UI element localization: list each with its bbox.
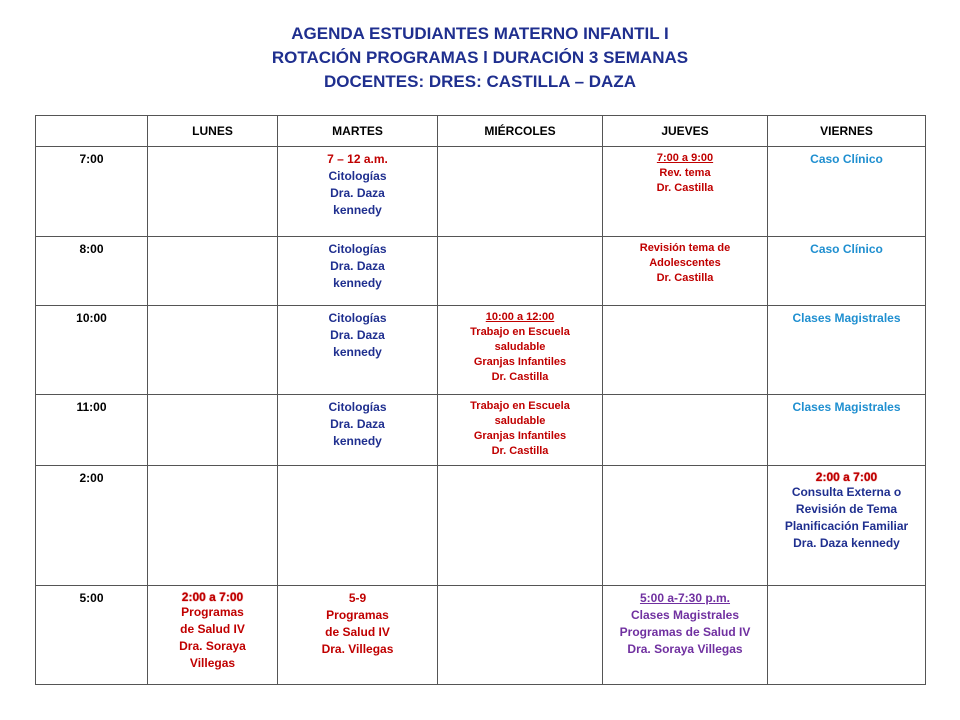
cell-line: 2:00 a 7:00 <box>181 589 244 604</box>
time-cell: 2:00 <box>36 465 148 585</box>
cell-line: Caso Clínico <box>810 241 883 256</box>
header-viernes: VIERNES <box>768 116 926 147</box>
cell-line: Dr. Castilla <box>656 182 714 195</box>
cell-miercoles <box>438 465 603 585</box>
cell-line: Dr. Castilla <box>491 370 549 383</box>
cell-line: 10:00 a 12:00 <box>485 310 555 323</box>
time-cell: 8:00 <box>36 236 148 305</box>
cell-line: de Salud IV <box>325 624 390 639</box>
cell-lunes <box>148 394 278 465</box>
cell-martes <box>278 585 438 684</box>
header-martes: MARTES <box>278 116 438 147</box>
title-line-1: AGENDA ESTUDIANTES MATERNO INFANTIL I <box>291 24 669 43</box>
table-row <box>36 305 926 394</box>
cell-lunes <box>148 305 278 394</box>
cell-line: Adolescentes <box>649 256 721 269</box>
cell-line: 5:00 a-7:30 p.m. <box>639 590 731 605</box>
header-empty <box>36 116 148 147</box>
table-row <box>36 236 926 305</box>
time-cell: 11:00 <box>36 394 148 465</box>
cell-lunes <box>148 236 278 305</box>
cell-line: Dr. Castilla <box>491 444 549 457</box>
cell-martes <box>278 394 438 465</box>
cell-line: kennedy <box>333 203 382 218</box>
cell-line: Planificación Familiar <box>784 518 909 533</box>
cell-martes <box>278 236 438 305</box>
cell-jueves <box>603 147 768 236</box>
cell-jueves <box>603 465 768 585</box>
cell-martes <box>278 465 438 585</box>
cell-line: Granjas Infantiles <box>473 355 567 368</box>
cell-line: Trabajo en Escuela <box>470 325 570 338</box>
cell-line: Clases Magistrales <box>792 399 901 414</box>
header-row <box>36 116 926 147</box>
table-row <box>36 147 926 236</box>
cell-miercoles <box>438 394 603 465</box>
cell-viernes <box>768 236 926 305</box>
cell-line: Rev. tema <box>659 167 711 180</box>
cell-line: 7:00 a 9:00 <box>656 152 714 165</box>
cell-line: Villegas <box>189 655 236 670</box>
cell-viernes <box>768 147 926 236</box>
cell-martes <box>278 305 438 394</box>
cell-line: Clases Magistrales <box>792 310 901 325</box>
header-lunes: LUNES <box>148 116 278 147</box>
cell-lunes <box>148 147 278 236</box>
cell-line: Dra. Daza <box>330 258 385 273</box>
cell-line: Citologías <box>328 241 387 256</box>
cell-line: Programas de Salud IV <box>619 624 751 639</box>
cell-viernes <box>768 305 926 394</box>
cell-line: Revisión tema de <box>639 241 731 254</box>
cell-jueves <box>603 305 768 394</box>
cell-line: 7 – 12 a.m. <box>327 152 388 167</box>
cell-line: Clases Magistrales <box>630 607 740 622</box>
cell-line: Citologías <box>328 169 387 184</box>
page-header <box>0 22 960 94</box>
cell-jueves <box>603 394 768 465</box>
cell-line: Dra. Daza <box>330 416 385 431</box>
cell-line: Consulta Externa o <box>791 484 902 499</box>
header-jueves: JUEVES <box>603 116 768 147</box>
cell-lunes <box>148 585 278 684</box>
cell-line: Dr. Castilla <box>656 271 714 284</box>
cell-line: Programas <box>326 607 389 622</box>
cell-line: saludable <box>494 414 546 427</box>
cell-miercoles <box>438 147 603 236</box>
time-cell: 5:00 <box>36 585 148 684</box>
cell-jueves <box>603 236 768 305</box>
cell-line: Citologías <box>328 399 387 414</box>
table-row <box>36 394 926 465</box>
cell-line: Caso Clínico <box>810 152 883 167</box>
cell-line: Dra. Daza kennedy <box>793 535 900 550</box>
cell-line: Dra. Daza <box>330 327 385 342</box>
cell-line: Programas <box>181 604 244 619</box>
cell-line: Dra. Daza <box>330 186 385 201</box>
cell-line: kennedy <box>333 433 382 448</box>
cell-line: Granjas Infantiles <box>473 429 567 442</box>
cell-line: saludable <box>494 340 546 353</box>
title-line-2: ROTACIÓN PROGRAMAS l DURACIÓN 3 SEMANAS <box>271 48 689 67</box>
cell-line: de Salud IV <box>180 621 245 636</box>
cell-viernes <box>768 585 926 684</box>
cell-miercoles <box>438 585 603 684</box>
cell-lunes <box>148 465 278 585</box>
schedule-table <box>35 115 926 685</box>
table-row <box>36 585 926 684</box>
cell-line: 5-9 <box>348 590 367 605</box>
header-miercoles: MIÉRCOLES <box>438 116 603 147</box>
cell-jueves <box>603 585 768 684</box>
table-row <box>36 465 926 585</box>
cell-miercoles <box>438 305 603 394</box>
cell-line: Dra. Soraya Villegas <box>627 641 743 656</box>
cell-line: 2:00 a 7:00 <box>815 469 878 484</box>
cell-line: kennedy <box>333 275 382 290</box>
title-line-3: DOCENTES: DRES: CASTILLA – DAZA <box>324 72 636 91</box>
time-cell: 10:00 <box>36 305 148 394</box>
time-cell: 7:00 <box>36 147 148 236</box>
cell-martes <box>278 147 438 236</box>
cell-line: Dra. Villegas <box>321 641 394 656</box>
cell-viernes <box>768 394 926 465</box>
cell-line: Revisión de Tema <box>795 501 898 516</box>
cell-line: kennedy <box>333 344 382 359</box>
cell-miercoles <box>438 236 603 305</box>
cell-line: Citologías <box>328 310 387 325</box>
cell-line: Dra. Soraya <box>179 638 246 653</box>
cell-line: Trabajo en Escuela <box>470 399 570 412</box>
cell-viernes <box>768 465 926 585</box>
